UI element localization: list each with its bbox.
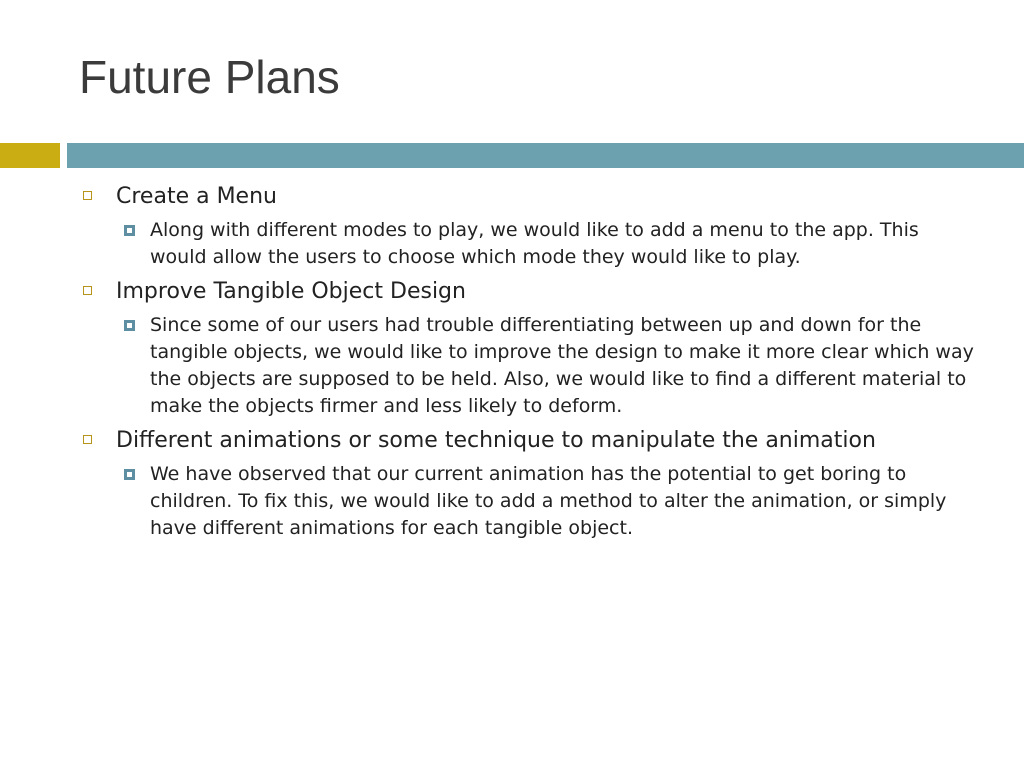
bullet-list xyxy=(80,182,980,542)
slide-title: Future Plans xyxy=(79,51,340,103)
filled-square-bullet-icon xyxy=(124,469,135,480)
filled-square-bullet-icon xyxy=(124,225,135,236)
hollow-square-bullet-icon xyxy=(83,286,92,295)
title-accent-gold-bar xyxy=(0,143,60,168)
title-accent-teal-bar xyxy=(67,143,1024,168)
bullet-item-1 xyxy=(80,182,980,211)
hollow-square-bullet-icon xyxy=(83,435,92,444)
sub-bullet-item-2 xyxy=(150,312,980,420)
bullet-item-3 xyxy=(80,426,980,455)
sub-bullet-item-1 xyxy=(150,217,980,271)
filled-square-bullet-icon xyxy=(124,320,135,331)
bullet-item-2 xyxy=(80,277,980,306)
bullet-heading: Create a Menu xyxy=(116,184,277,209)
sub-bullet-item-3 xyxy=(150,461,980,542)
sub-bullet-text: We have observed that our current animation has the potential to get boring to children. To fix this, we would like to add a method to alter the animation, or simply have different animations for each tangible object. xyxy=(150,463,947,539)
hollow-square-bullet-icon xyxy=(83,191,92,200)
sub-bullet-text: Since some of our users had trouble differentiating between up and down for the tangible objects, we would like to improve the design to make it more clear which way the objects are supposed to be held. Also, we would like to find a different material to make the objects firmer and less likely to deform. xyxy=(150,314,974,417)
bullet-heading: Different animations or some technique to manipulate the animation xyxy=(116,428,876,453)
bullet-heading: Improve Tangible Object Design xyxy=(116,279,466,304)
sub-bullet-text: Along with different modes to play, we would like to add a menu to the app. This would allow the users to choose which mode they would like to play. xyxy=(150,219,919,268)
